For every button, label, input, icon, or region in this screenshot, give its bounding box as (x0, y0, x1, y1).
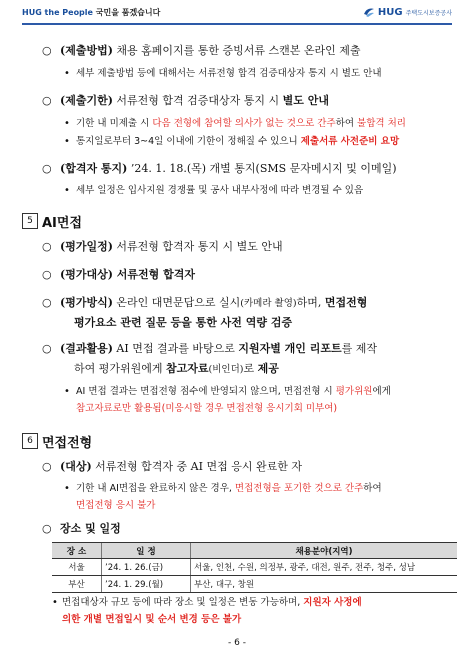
note-ai-not-scored-cont (76, 402, 337, 416)
item-bold: 제공 (257, 362, 279, 375)
note-ai-not-scored (76, 385, 391, 399)
table-row (52, 559, 457, 576)
note-schedule-change: 세부 일정은 입사지원 경쟁률 및 공사 내부사정에 따라 변경될 수 있음 (76, 185, 364, 196)
table-row (52, 576, 457, 593)
note-text: 통지일로부터 3~4일 이내에 기한이 정해질 수 있으니 (76, 136, 301, 147)
hug-logo-icon (363, 6, 375, 18)
note-text: 면접대상자 규모 등에 따라 장소 및 일정은 변동 가능하며, (62, 597, 304, 608)
note-marker: • (64, 136, 70, 147)
note-schedule-variable (62, 596, 362, 610)
table-header: 장 소 (52, 543, 102, 559)
table-header: 일 정 (102, 543, 191, 559)
logo-subtext: 주택도시보증공사 (405, 9, 452, 17)
table-cell: 서울 (52, 559, 102, 576)
schedule-table (52, 542, 457, 593)
item-label: (평가일정) (60, 240, 113, 253)
item-text: 서류전형 합격자 중 AI 면접 응시 완료한 자 (91, 460, 302, 473)
item-marker: ○ (42, 240, 52, 253)
item-pass-notice (60, 162, 397, 176)
note-text: AI 면접 결과는 면접전형 점수에 반영되지 않으며, 면접전형 시 (76, 386, 336, 397)
brand-slogan: 국민을 품겠습니다 (95, 8, 161, 17)
note-marker: • (64, 185, 70, 196)
note-red: 참고자료로만 활용됨 (76, 403, 162, 414)
note-text: 에게 (372, 386, 391, 397)
note-red: 지원자 사정에 (303, 597, 362, 608)
item-bold: 별도 안내 (282, 94, 330, 107)
item-text: 채용 홈페이지를 통한 증빙서류 스캔본 온라인 제출 (112, 44, 361, 57)
item-text: 하여 평가위원에게 (74, 362, 167, 375)
section-number: 5 (22, 213, 38, 229)
section-number: 6 (22, 433, 38, 449)
item-marker: ○ (42, 522, 52, 535)
table-header: 채용분야(지역) (191, 543, 458, 559)
note-red: 의한 개별 면접일시 및 순서 변경 등은 불가 (62, 614, 242, 625)
item-label: (대상) (60, 460, 92, 473)
note-red: (미응시할 경우 면접전형 응시기회 미부여) (161, 403, 338, 414)
section-title-ai-interview: AI면접 (42, 216, 83, 231)
note-marker: • (64, 483, 70, 494)
note-text: 기한 내 미제출 시 (76, 118, 153, 129)
item-label: (평가대상) (60, 268, 113, 281)
note-red: 평가위원 (335, 386, 373, 397)
table-cell: 부산, 대구, 창원 (191, 576, 458, 593)
note-deadline-period (76, 135, 399, 149)
item-bold: 역량 검증 (245, 316, 293, 329)
item-text: AI 면접 결과를 바탕으로 (112, 342, 239, 355)
note-marker: • (64, 68, 70, 79)
note-schedule-variable-cont (62, 613, 241, 627)
item-ai-method-cont (74, 316, 292, 330)
note-deadline-missed (76, 117, 406, 131)
item-bold: 참고자료 (166, 362, 209, 375)
note-marker: • (64, 386, 70, 397)
item-text: 평가요소 관련 질문 등을 통한 사전 (74, 316, 246, 329)
item-marker: ○ (42, 94, 52, 107)
item-label: (합격자 통지) (60, 162, 128, 175)
note-marker: • (64, 118, 70, 129)
note-text: 하여 (335, 118, 358, 129)
item-submit-method (60, 44, 361, 58)
item-marker: ○ (42, 342, 52, 355)
item-label: (제출방법) (60, 44, 113, 57)
item-text: 를 제작 (341, 342, 377, 355)
item-ai-target (60, 268, 195, 282)
item-ai-schedule (60, 240, 283, 254)
header-brand (22, 7, 160, 18)
item-label: (평가방식) (60, 296, 113, 309)
note-red: 면접전형을 포기한 것으로 간주 (234, 483, 364, 494)
note-ai-incomplete (76, 482, 382, 496)
brand-name: HUG the People (22, 8, 93, 17)
item-interview-target (60, 460, 302, 474)
note-marker: • (52, 597, 58, 608)
item-submit-deadline (60, 94, 329, 108)
item-label: (제출기한) (60, 94, 113, 107)
item-text: 하며, (296, 296, 325, 309)
item-marker: ○ (42, 460, 52, 473)
item-ai-result-use-cont (74, 362, 279, 377)
item-bold: 면접전형 (324, 296, 368, 309)
item-venue-schedule: 장소 및 일정 (60, 522, 121, 535)
item-marker: ○ (42, 44, 52, 57)
item-marker: ○ (42, 268, 52, 281)
note-red: 불합격 처리 (357, 118, 406, 129)
note-red: 면접전형 응시 불가 (76, 500, 156, 511)
page-number: - 6 - (228, 638, 246, 648)
logo-text: HUG (377, 6, 403, 18)
item-text: 로 (243, 362, 258, 375)
note-ai-incomplete-cont (76, 499, 155, 513)
item-ai-result-use (60, 342, 377, 356)
note-text: 하여 (363, 483, 382, 494)
item-ai-method (60, 296, 367, 311)
item-text: 서류전형 합격자 (112, 268, 195, 281)
table-cell: 부산 (52, 576, 102, 593)
item-bold: 지원자별 개인 리포트 (238, 342, 342, 355)
item-text: 서류전형 합격 검증대상자 통지 시 (112, 94, 283, 107)
item-text: 온라인 대면문답으로 실시 (112, 296, 241, 309)
note-text: 기한 내 AI면접을 완료하지 않은 경우, (76, 483, 235, 494)
note-red: 제출서류 사전준비 요망 (300, 136, 400, 147)
item-marker: ○ (42, 296, 52, 309)
item-small: (비인더) (208, 364, 244, 375)
hug-logo (363, 6, 452, 18)
item-text: 서류전형 합격자 통지 시 별도 안내 (112, 240, 283, 253)
note-red: 다음 전형에 참여할 의사가 없는 것으로 간주 (152, 118, 336, 129)
item-text: ’24. 1. 18.(목) 개별 통지(SMS 문자메시지 및 이메일) (127, 162, 397, 175)
item-label: (결과활용) (60, 342, 113, 355)
note-submit-detail: 세부 제출방법 등에 대해서는 서류전형 합격 검증대상자 통지 시 별도 안내 (76, 68, 382, 79)
item-small: (카메라 촬영) (240, 298, 297, 309)
section-title-interview: 면접전형 (42, 436, 93, 451)
table-cell: ’24. 1. 29.(월) (102, 576, 191, 593)
table-cell: ’24. 1. 26.(금) (102, 559, 191, 576)
table-cell: 서울, 인천, 수원, 의정부, 광주, 대전, 원주, 전주, 청주, 성남 (191, 559, 458, 576)
table-header-row (52, 543, 457, 559)
header-rule (22, 23, 452, 25)
item-marker: ○ (42, 162, 52, 175)
